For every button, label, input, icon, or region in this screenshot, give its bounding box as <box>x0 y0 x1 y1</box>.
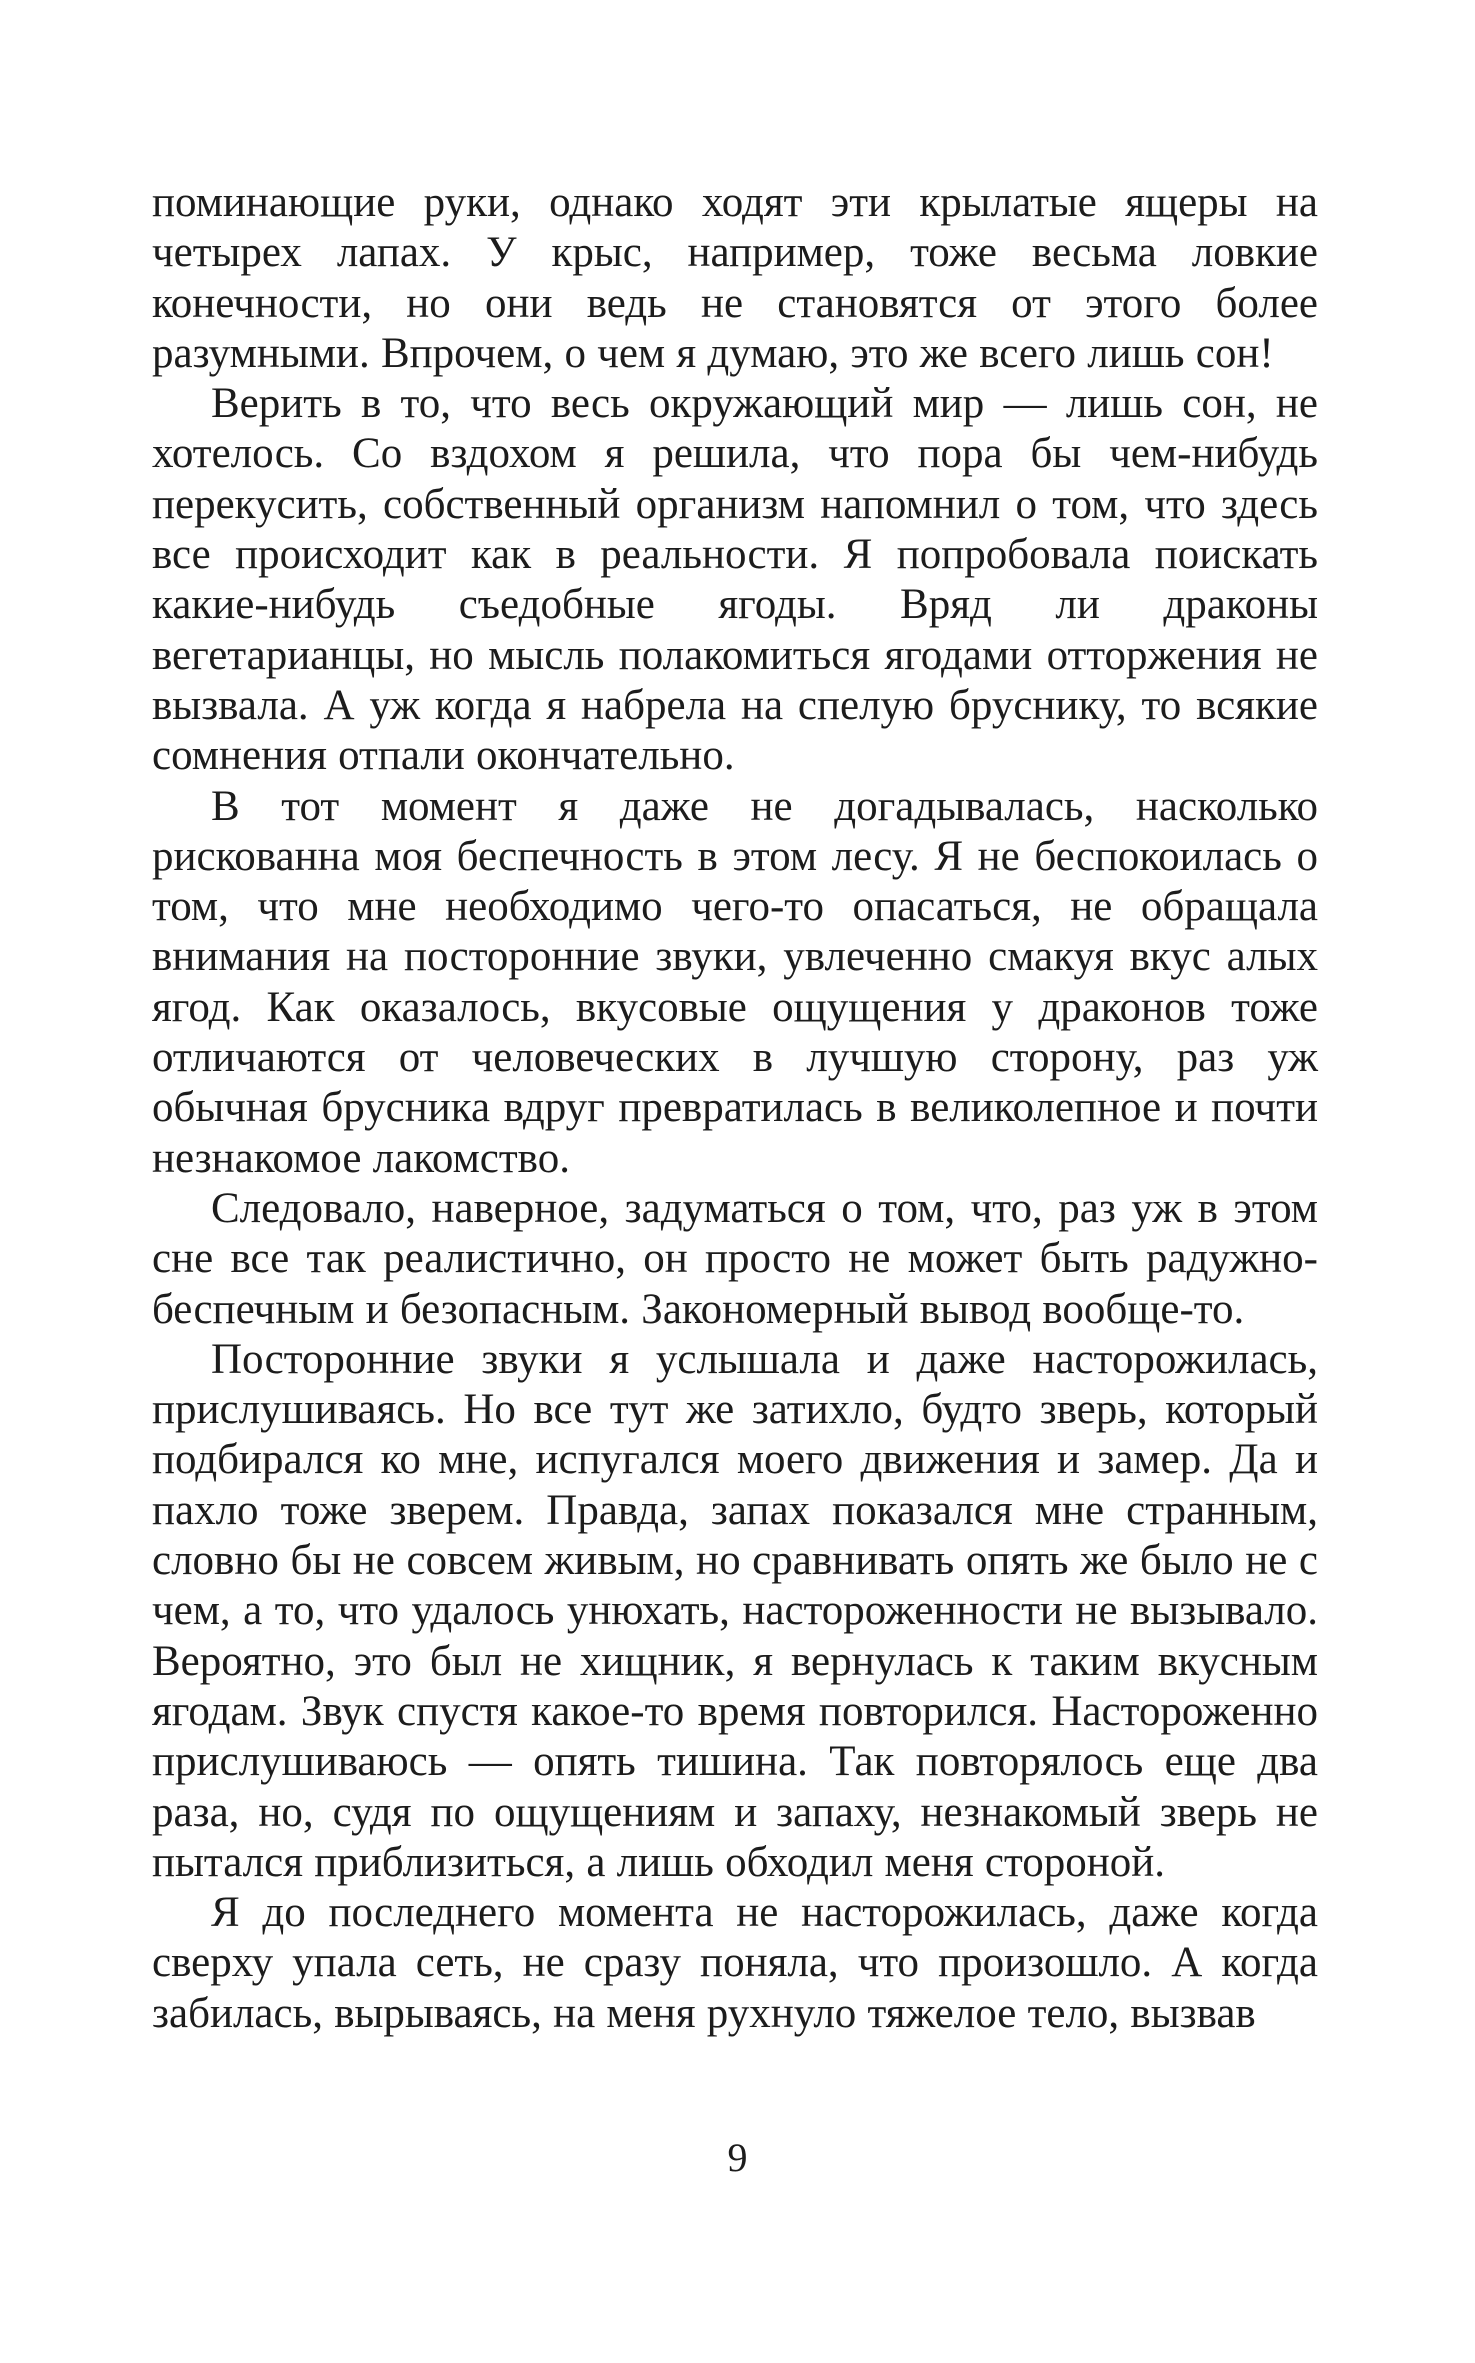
page-number: 9 <box>727 2135 748 2180</box>
paragraph-5: Посторонние звуки я услышала и даже насторожилась, прислушиваясь. Но все тут же затихло, будто зверь, который подбирался ко мне, испугался моего движения и замер. Да и пахло тоже зверем. Правда, запах показался мне странным, словно бы не совсем живым, но сравнивать опять же было не с чем, а то, что удалось унюхать, настороженности не вызывало. Вероятно, это был не хищник, я вернулась к таким вкусным ягодам. Звук спустя какое-то время повторился. Настороженно прислушиваюсь — опять тишина. Так повторялось еще два раза, но, судя по ощущениям и запаху, незнакомый зверь не пытался приблизиться, а лишь обходил меня стороной. <box>152 1335 1318 1886</box>
paragraph-4: Следовало, наверное, задуматься о том, что, раз уж в этом сне все так реалистично, он просто не может быть радужно-беспечным и безопасным. Закономерный вывод вообще-то. <box>152 1184 1318 1333</box>
body-text <box>152 178 1318 2039</box>
paragraph-1: поминающие руки, однако ходят эти крылатые ящеры на четырех лапах. У крыс, например, тоже весьма ловкие конечности, но они ведь не становятся от этого более разумными. Впрочем, о чем я думаю, это же всего лишь сон! <box>152 179 1318 377</box>
paragraph-2: Верить в то, что весь окружающий мир — лишь сон, не хотелось. Со вздохом я решила, что пора бы чем-нибудь перекусить, собственный организм напомнил о том, что здесь все происходит как в реальности. Я попробовала поискать какие-нибудь съедобные ягоды. Вряд ли драконы вегетарианцы, но мысль полакомиться ягодами отторжения не вызвала. А уж когда я набрела на спелую бруснику, то всякие сомнения отпали окончательно. <box>152 380 1318 780</box>
paragraph-3: В тот момент я даже не догадывалась, насколько рискованна моя беспечность в этом лесу. Я не беспокоилась о том, что мне необходимо чего-то опасаться, не обращала внимания на посторонние звуки, увлеченно смакуя вкус алых ягод. Как оказалось, вкусовые ощущения у драконов тоже отличаются от человеческих в лучшую сторону, раз уж обычная брусника вдруг превратилась в великолепное и почти незнакомое лакомство. <box>152 782 1318 1182</box>
paragraph-6: Я до последнего момента не насторожилась, даже когда сверху упала сеть, не сразу поняла, что произошло. А когда забилась, вырываясь, на меня рухнуло тяжелое тело, вызвав <box>152 1889 1318 2037</box>
